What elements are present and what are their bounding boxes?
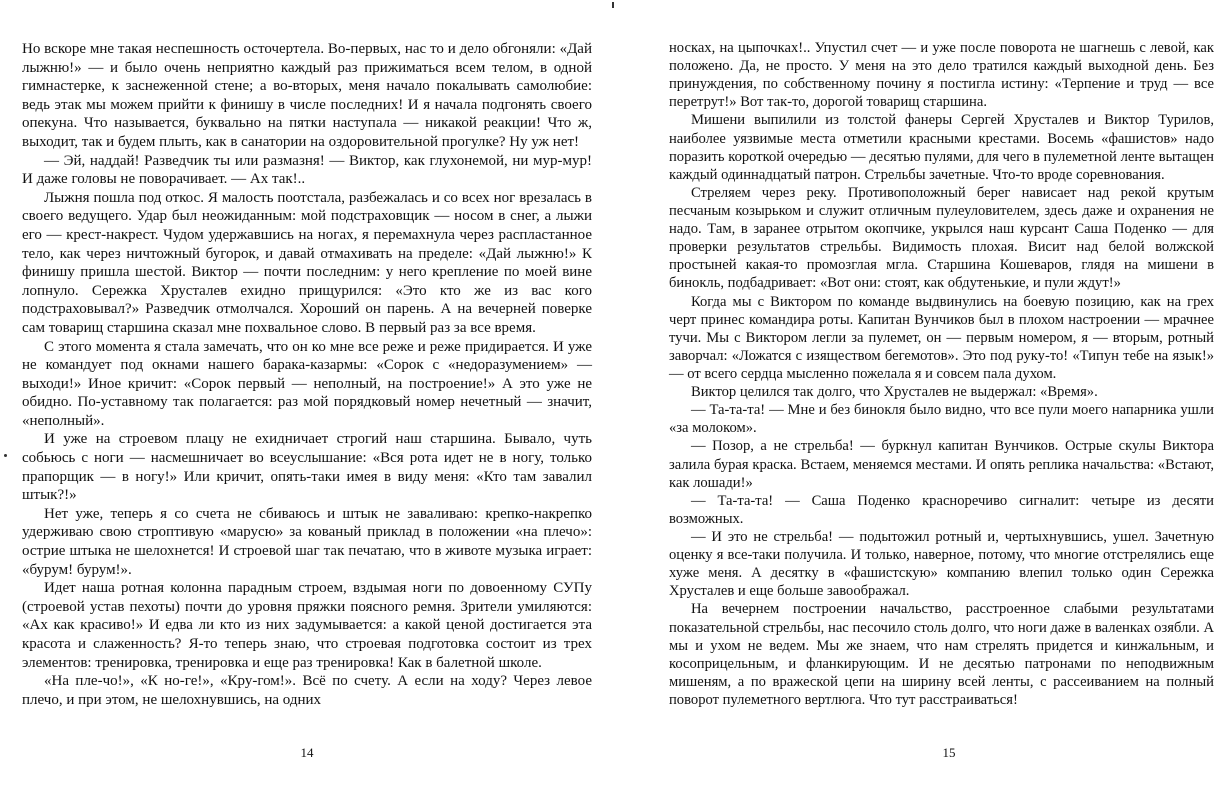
paragraph: Виктор целился так долго, что Хрусталев не выдержал: «Время». bbox=[691, 384, 1098, 401]
paragraph: На вечернем построении начальство, расстроенное слабыми результатами показательной стрельбы, нас песочило столь долго, что ноги даже в валенках озябли. А мы и ухом не ведем. Мы же знаем, что нам стрелять придется и кинжальным, и косоприцельным, и фланкирующим. И не десятью патронами по неподвижным мишеням, а по вражеской цепи на ширину всей ленты, с рассеиванием на полный поворот пулеметного вертлюга. Что тут расстраиваться! bbox=[669, 601, 1214, 708]
paragraph: И уже на строевом плацу не ехидничает строгий наш старшина. Бывало, чуть собьюсь с ноги — насмешничает во всеуслышание: «Вся рота идет не в ногу, только прапорщик — в ногу!» Или кричит, опять-таки имея в виду меня: «Кто там завалил штык?!» bbox=[22, 431, 592, 504]
paragraph: — И это не стрельба! — подытожил ротный и, чертыхнувшись, ушел. Зачетную оценку я все-таки получила. И только, наверное, потому, что многие отстрелялись еще хуже меня. А десятку в «фашистскую» компанию влепил только один Сережка Хрусталев и еще больше завоображал. bbox=[669, 528, 1214, 600]
paragraph: Когда мы с Виктором по команде выдвинулись на боевую позицию, как на грех черт принес командира роты. Капитан Вунчиков был в плохом настроении — мрачнее тучи. Мы с Виктором легли за пулемет, он — первым номером, я — вторым, ротный заворчал: «Ложатся с изяществом бегемотов». Это под руку-то! «Типун тебе на язык!» — от всего сердца мысленно пожелала я и совсем пала духом. bbox=[669, 293, 1214, 382]
paragraph: Стреляем через реку. Противоположный берег нависает над рекой крутым песчаным козырьком и служит отличным пулеуловителем, здесь даже и охранения не надо. Там, в заранее отрытом окопчике, укрылся наш курсант Саша Поденко — для проверки результатов стрельбы. Видимость плохая. Висит над белой волжской простыней какая-то промозглая мгла. Старшина Кошеваров, глядя на мишени в бинокль, подбадривает: «Вот они: стоят, как обдутенькие, и пули ждут!» bbox=[669, 184, 1214, 292]
paragraph: — Позор, а не стрельба! — буркнул капитан Вунчиков. Острые скулы Виктора залила бурая краска. Встаем, меняемся местами. И опять реплика начальства: «Встают, как лошади!» bbox=[669, 438, 1214, 491]
left-page bbox=[22, 0, 592, 800]
paragraph: — Та-та-та! — Мне и без бинокля было видно, что все пули моего напарника ушли «за молоком». bbox=[669, 402, 1214, 437]
right-page bbox=[669, 0, 1214, 800]
paragraph: С этого момента я стала замечать, что он ко мне все реже и реже придирается. И уже не командует под окнами нашего барака-казармы: «Сорок с «недоразумением» — выходи!» Иное кричит: «Сорок первый — неполный, на построение!» А это уже не обидно. По-уставному так полагается: раз мой порядковый номер нечетный — значит, «неполный». bbox=[22, 338, 592, 429]
paragraph: «На пле-чо!», «К но-ге!», «Кру-гом!». Всё по счету. А если на ходу? Через левое плечо, и при этом, не шелохнувшись, на одних bbox=[22, 673, 592, 708]
paragraph: — Та-та-та! — Саша Поденко красноречиво сигналит: четыре из десяти возможных. bbox=[669, 492, 1214, 527]
right-page-text bbox=[669, 39, 1214, 709]
scan-mark bbox=[4, 454, 7, 457]
page-number: 14 bbox=[300, 745, 314, 760]
left-page-text bbox=[22, 40, 592, 709]
paragraph: Нет уже, теперь я со счета не сбиваюсь и штык не заваливаю: крепко-накрепко удерживаю свою строптивую «марусю» за кованый приклад в положении «на плечо»: острие штыка не шелохнется! И строевой шаг так печатаю, что в животе музыка играет: «бурум! бурум!». bbox=[22, 505, 592, 578]
paragraph: — Эй, наддай! Разведчик ты или размазня! — Виктор, как глухонемой, ни мур-мур! И даже головы не поворачивает. — Ах так!.. bbox=[22, 152, 592, 188]
paragraph: Мишени выпилили из толстой фанеры Сергей Хрусталев и Виктор Турилов, наиболее уязвимые места отметили красными крестами. Восемь «фашистов» надо поразить короткой очередью — десятью пулями, для чего в пулеметной ленте вытащен каждый одиннадцатый патрон. Стрельбы зачетные. Что-то вроде соревнования. bbox=[669, 112, 1214, 183]
page-number: 15 bbox=[942, 745, 956, 760]
scan-mark bbox=[612, 2, 614, 8]
paragraph: Но вскоре мне такая неспешность осточертела. Во-первых, нас то и дело обгоняли: «Дай лыжню!» — и было очень неприятно каждый раз прижиматься всем телом, в одной гимнастерке, к заснеженной стене; а во-вторых, меня начало покалывать самолюбие: ведь этак мы можем прийти к финишу в числе последних! И я начала подгонять своего опекуна. Что называется, буквально на пятки наступала — никакой реакции! Что ж, выходит, так и будем плыть, как в санатории на оздоровительной прогулке? Ну уж нет! bbox=[22, 41, 592, 150]
paragraph-continuation: носках, на цыпочках!.. Упустил счет — и уже после поворота не шагнешь с левой, как положено. Да, не просто. У меня на это дело тратился каждый выходной день. Без принуждения, по собственному почину я постигла истину: «Терпение и труд — все перетрут!» Вот так-то, дорогой товарищ старшина. bbox=[669, 40, 1214, 111]
paragraph: Лыжня пошла под откос. Я малость поотстала, разбежалась и со всех ног врезалась в своего ведущего. Удар был неожиданным: мой подстраховщик — носом в снег, а лыжи его — крест-накрест. Чудом удержавшись на ногах, я перемахнула через распластанное тело, как через ничтожный бугорок, и давай отмахивать на пределе: «Дай лыжню!» К финишу пришла шестой. Виктор — почти последним: у него крепление по моей вине лопнуло. Сережка Хрусталев ехидно прищурился: «Это кто же из вас кого подстраховывал?» Разведчик отмолчался. Хороший он парень. А на вечерней поверке сам товарищ старшина сказал мне похвальное слово. В первый раз за все время. bbox=[22, 189, 592, 336]
paragraph: Идет наша ротная колонна парадным строем, вздымая ноги по довоенному СУПу (строевой устав пехоты) почти до уровня пряжки поясного ремня. Зрители умиляются: «Ах как красиво!» И едва ли кто из них задумывается: а какой ценой достигается эта красота и слаженность? Я-то теперь знаю, что строевая подготовка состоит из трех элементов: тренировка, тренировка и еще раз тренировка! Как в балетной школе. bbox=[22, 580, 592, 671]
